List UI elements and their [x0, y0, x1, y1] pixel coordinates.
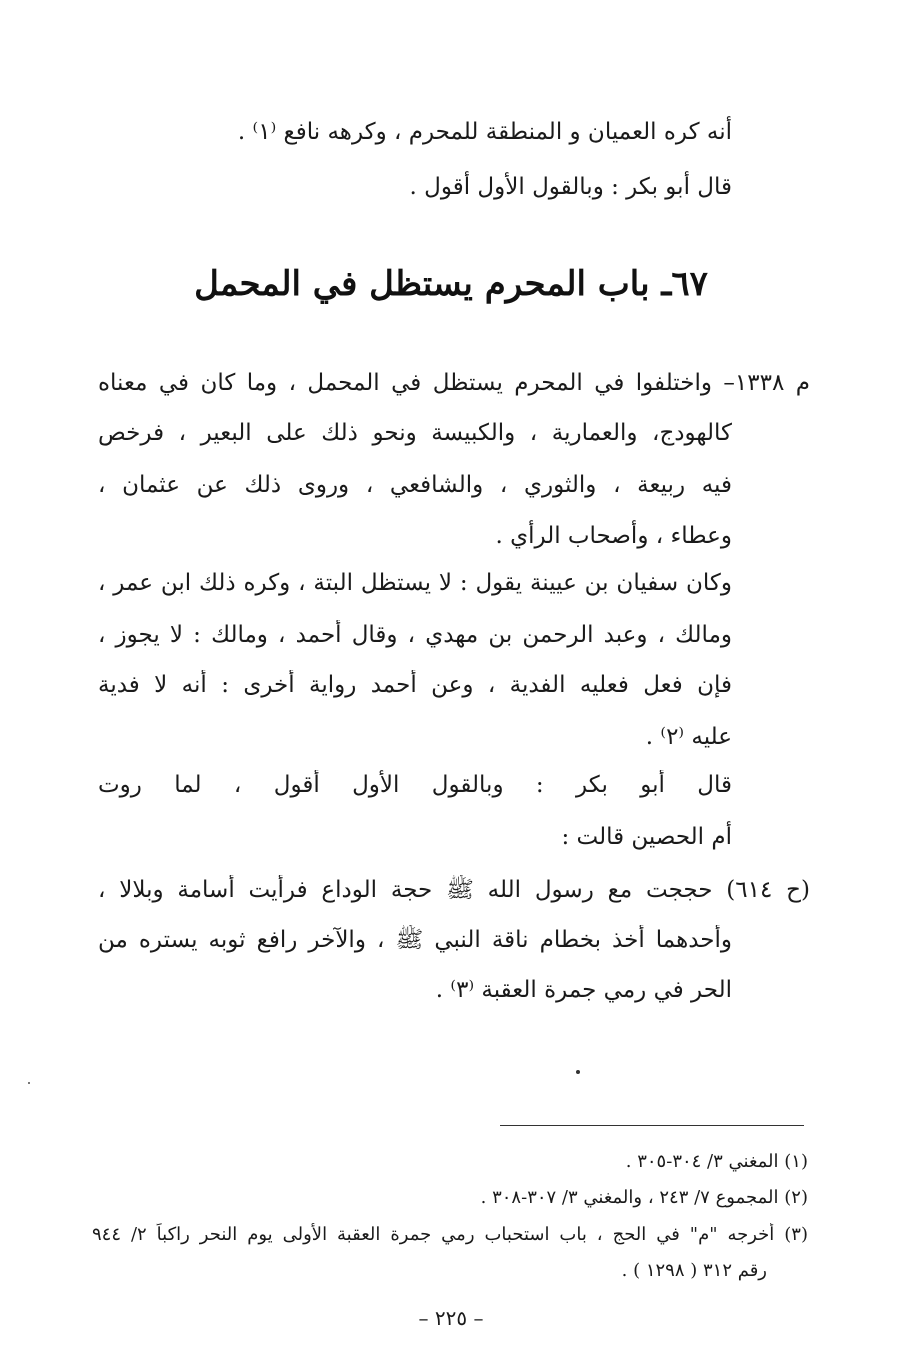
hadith-line-1: (ح ٦١٤) حججت مع رسول الله ﷺ حجة الوداع فرأيت أسامة وبلالا ،	[98, 877, 810, 903]
paragraph2-line-2: ومالك ، وعبد الرحمن بن مهدي ، وقال أحمد ، ومالك : لا يجوز ،	[98, 622, 732, 648]
footnote-separator	[500, 1125, 804, 1126]
footnote-1-number: (١)	[784, 1151, 808, 1172]
footnote-3-text: أخرجه "م" في الحج ، باب استحباب رمي جمرة العقبة الأولى يوم النحر راكباً ٢/ ٩٤٤	[92, 1224, 775, 1245]
page-number: – ٢٢٥ –	[418, 1306, 484, 1330]
margin-speck	[28, 1082, 30, 1084]
footnote-1	[626, 1150, 808, 1174]
footnote-2	[481, 1186, 808, 1210]
paragraph3-line-1: قال أبو بكر : وبالقول الأول أقول ، لما روت	[98, 772, 732, 798]
top-line-2: قال أبو بكر : وبالقول الأول أقول .	[409, 174, 732, 200]
paragraph2-line-1: وكان سفيان بن عيينة يقول : لا يستظل البتة ، وكره ذلك ابن عمر ،	[98, 570, 732, 596]
paragraph2-line-4: عليه ⁽٢⁾ .	[645, 724, 732, 750]
stray-dot	[576, 1070, 580, 1074]
chapter-title: ٦٧ـ باب المحرم يستظل في المحمل	[194, 264, 708, 304]
footnote-1-text: المغني ٣/ ٣٠٤-٣٠٥ .	[625, 1151, 779, 1172]
paragraph1-line-2: كالهودج، والعمارية ، والكبيسة ونحو ذلك على البعير ، فرخص	[98, 420, 732, 446]
paragraph1-line-1: م ١٣٣٨– واختلفوا في المحرم يستظل في المحمل ، وما كان في معناه	[98, 370, 810, 396]
footnote-3-number: (٣)	[784, 1224, 808, 1245]
paragraph3-line-2: أم الحصين قالت :	[561, 824, 732, 850]
footnote-2-number: (٢)	[784, 1187, 808, 1208]
top-line-1: أنه كره العميان و المنطقة للمحرم ، وكرهه نافع ⁽١⁾ .	[237, 119, 732, 145]
footnote-3	[92, 1223, 808, 1247]
paragraph1-line-3: فيه ربيعة ، والثوري ، والشافعي ، وروى ذلك عن عثمان ،	[98, 472, 732, 498]
paragraph1-line-4: وعطاء ، وأصحاب الرأي .	[495, 523, 732, 549]
hadith-line-2: وأحدهما أخذ بخطام ناقة النبي ﷺ ، والآخر رافع ثوبه يستره من	[98, 927, 732, 953]
footnote-2-text: المجموع ٧/ ٢٤٣ ، والمغني ٣/ ٣٠٧-٣٠٨ .	[480, 1187, 779, 1208]
paragraph2-line-3: فإن فعل فعليه الفدية ، وعن أحمد رواية أخرى : أنه لا فدية	[98, 672, 732, 698]
hadith-line-3: الحر في رمي جمرة العقبة ⁽٣⁾ .	[435, 977, 732, 1003]
footnote-3-continuation: رقم ٣١٢ ( ١٢٩٨ ) .	[621, 1260, 767, 1281]
